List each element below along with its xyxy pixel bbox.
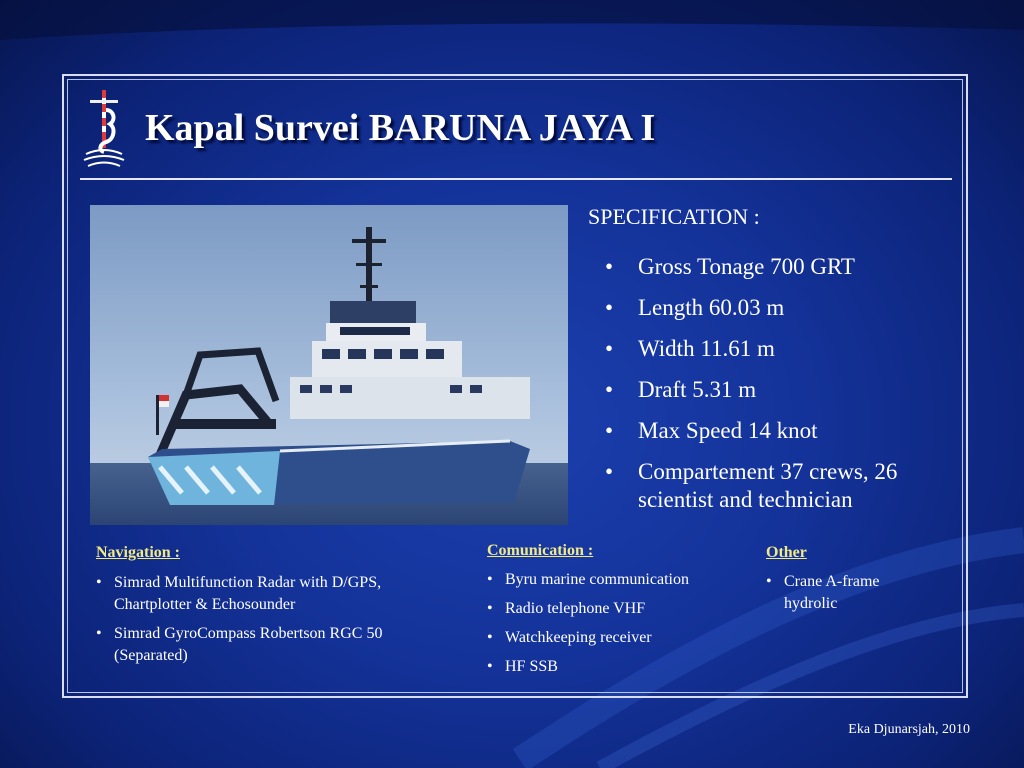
- list-item: • Crane A-frame hydrolic: [766, 571, 916, 615]
- seahorse-emblem-icon: [80, 88, 128, 168]
- communication-heading: Comunication :: [487, 542, 594, 559]
- ship-photo: [90, 205, 568, 525]
- list-item: • Width 11.61 m: [605, 335, 955, 363]
- list-item: • Gross Tonage 700 GRT: [605, 253, 955, 281]
- list-item: • Compartement 37 crews, 26 scientist and technician: [605, 458, 955, 514]
- list-item: • Watchkeeping receiver: [487, 627, 747, 649]
- list-item: • Draft 5.31 m: [605, 376, 955, 404]
- list-item: • Length 60.03 m: [605, 294, 955, 322]
- list-item: • Byru marine communication: [487, 569, 747, 591]
- other-list: [766, 571, 916, 622]
- communication-list: [487, 569, 747, 685]
- slide-footer: Eka Djunarsjah, 2010: [848, 722, 970, 737]
- other-heading: Other: [766, 544, 807, 561]
- list-item: • HF SSB: [487, 656, 747, 678]
- list-item: • Simrad Multifunction Radar with D/GPS, Chartplotter & Echosounder: [96, 572, 456, 616]
- list-item: • Simrad GyroCompass Robertson RGC 50 (Separated): [96, 623, 456, 667]
- navigation-list: [96, 572, 456, 674]
- specification-heading: SPECIFICATION :: [588, 204, 760, 229]
- specification-list: [605, 253, 955, 527]
- navigation-heading: Navigation :: [96, 544, 180, 561]
- slide-title: Kapal Survei BARUNA JAYA I: [145, 107, 656, 149]
- title-divider: [80, 178, 952, 180]
- list-item: • Radio telephone VHF: [487, 598, 747, 620]
- list-item: • Max Speed 14 knot: [605, 417, 955, 445]
